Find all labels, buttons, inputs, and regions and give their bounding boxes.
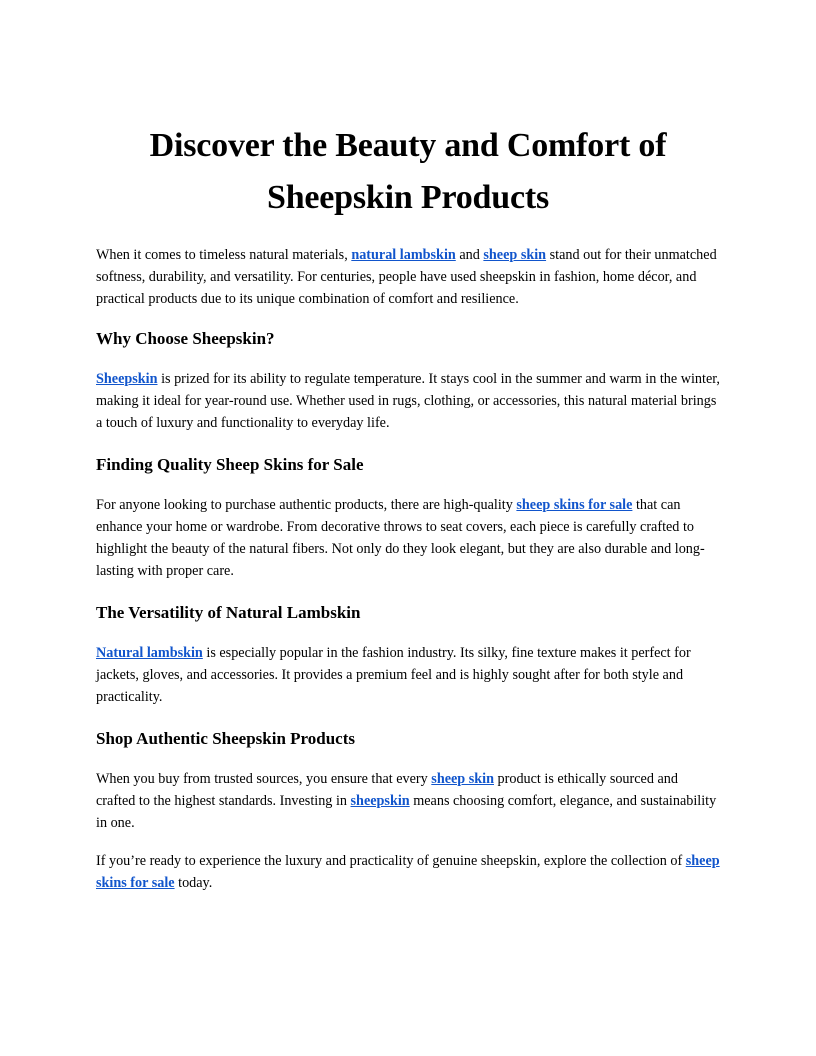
sheep-skin-link[interactable]: sheep skin — [483, 247, 547, 263]
versatility-paragraph — [96, 642, 720, 708]
sheep-skins-for-sale-link[interactable]: sheep skins for sale — [516, 497, 633, 513]
intro-paragraph — [96, 244, 720, 310]
intro-text-2: and — [455, 247, 484, 263]
intro-text-1: When it comes to timeless natural materials, — [96, 247, 352, 263]
sheep-skins-for-sale-link-2[interactable]: sheep skins for sale — [96, 853, 720, 891]
shop-text-1: When you buy from trusted sources, you ensure that every — [96, 771, 432, 787]
cta-text-1: If you’re ready to experience the luxury and practicality of genuine sheepskin, explore the collection of — [96, 853, 686, 869]
shop-authentic-paragraph — [96, 768, 720, 834]
natural-lambskin-link[interactable]: natural lambskin — [351, 247, 456, 263]
versatility-text: is especially popular in the fashion industry. Its silky, fine texture makes it perfect for jackets, gloves, and accessories. It provides a premium feel and is highly sought after for both style and practicality. — [96, 645, 691, 705]
natural-lambskin-link-2[interactable]: Natural lambskin — [96, 645, 203, 661]
page-title — [96, 120, 720, 224]
shop-text-2: product is ethically sourced and crafted to the highest standards. Investing in — [96, 771, 678, 809]
sheep-skin-link-2[interactable]: sheep skin — [431, 771, 494, 787]
shop-text-3: means choosing comfort, elegance, and sustainability in one. — [96, 793, 717, 831]
why-choose-text: is prized for its ability to regulate temperature. It stays cool in the summer and warm in the winter, making it ideal for year-round use. Whether used in rugs, clothing, or accessories, this natural material brings a touch of luxury and functionality to everyday life. — [96, 371, 720, 431]
cta-text-2: today. — [174, 875, 213, 891]
call-to-action-paragraph — [96, 850, 720, 894]
sheepskin-link-2[interactable]: sheepskin — [350, 793, 410, 809]
finding-quality-heading: Finding Quality Sheep Skins for Sale — [96, 455, 364, 474]
versatility-heading: The Versatility of Natural Lambskin — [96, 603, 361, 622]
page-title-line-2: Sheepskin Products — [266, 179, 549, 216]
finding-text-2: that can enhance your home or wardrobe. From decorative throws to seat covers, each piece is carefully crafted to highlight the beauty of the natural fibers. Not only do they look elegant, but they are also durable and long-lasting with proper care. — [96, 497, 705, 579]
finding-quality-paragraph — [96, 494, 720, 582]
intro-text-3: stand out for their unmatched softness, durability, and versatility. For centuries, people have used sheepskin in fashion, home décor, and practical products due to its unique combination of comfort and resilience. — [96, 247, 717, 307]
page-title-line-1: Discover the Beauty and Comfort of — [149, 127, 667, 164]
shop-authentic-heading: Shop Authentic Sheepskin Products — [96, 729, 356, 748]
sheepskin-link[interactable]: Sheepskin — [96, 371, 158, 387]
document-page — [96, 120, 720, 894]
why-choose-heading: Why Choose Sheepskin? — [96, 329, 275, 348]
finding-text-1: For anyone looking to purchase authentic products, there are high-quality — [96, 497, 517, 513]
why-choose-paragraph — [96, 368, 720, 434]
